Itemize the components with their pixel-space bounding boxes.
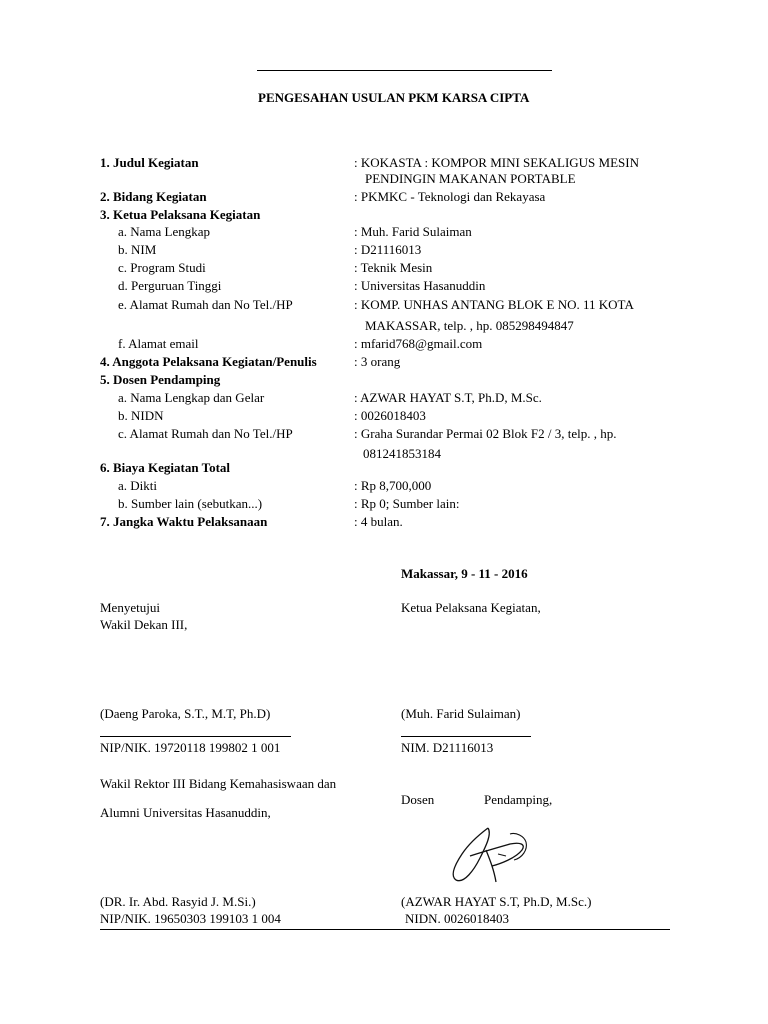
value-nidn: : 0026018403 (354, 408, 426, 423)
right-sign-rule (401, 736, 531, 737)
label-nim: b. NIM (118, 242, 157, 257)
label-alamat: e. Alamat Rumah dan No Tel./HP (118, 297, 293, 312)
label-bidang: 2. Bidang Kegiatan (100, 189, 207, 204)
label-sumber: b. Sumber lain (sebutkan...) (118, 496, 263, 511)
value-nim: : D21116013 (354, 242, 422, 257)
label-dosen: 5. Dosen Pendamping (100, 372, 221, 387)
left-sign-line1: Menyetujui (100, 600, 160, 615)
value-anggota: : 3 orang (354, 354, 401, 369)
rektor-sign-line1: Wakil Rektor III Bidang Kemahasiswaan dan (100, 776, 337, 791)
label-anggota: 4. Anggota Pelaksana Kegiatan/Penulis (100, 354, 317, 369)
top-rule (257, 70, 552, 71)
label-nama: a. Nama Lengkap (118, 224, 211, 239)
value-pt: : Universitas Hasanuddin (354, 278, 486, 293)
left-sign-line2: Wakil Dekan III, (100, 617, 188, 632)
rektor-sign-id: NIP/NIK. 19650303 199103 1 004 (100, 911, 281, 926)
left-sign-rule (100, 736, 291, 737)
value-bidang: : PKMKC - Teknologi dan Rekayasa (354, 189, 546, 204)
handwritten-signature (440, 820, 540, 890)
dosen-sign-id: NIDN. 0026018403 (405, 911, 509, 926)
bottom-rule (100, 929, 670, 930)
label-dosen-nama: a. Nama Lengkap dan Gelar (118, 390, 265, 405)
label-nidn: b. NIDN (118, 408, 164, 423)
label-email: f. Alamat email (118, 336, 199, 351)
page-title: PENGESAHAN USULAN PKM KARSA CIPTA (258, 90, 530, 105)
label-prodi: c. Program Studi (118, 260, 206, 275)
label-biaya: 6. Biaya Kegiatan Total (100, 460, 231, 475)
label-dosen-alamat: c. Alamat Rumah dan No Tel./HP (118, 426, 293, 441)
right-sign-line1: Ketua Pelaksana Kegiatan, (401, 600, 541, 615)
dosen-sign-word2: Pendamping, (484, 792, 553, 807)
value-dosen-alamat: : Graha Surandar Permai 02 Blok F2 / 3, telp. , hp. (354, 426, 617, 441)
right-sign-id: NIM. D21116013 (401, 740, 494, 755)
value-jangka: : 4 bulan. (354, 514, 403, 529)
value-judul-cont: PENDINGIN MAKANAN PORTABLE (365, 171, 576, 186)
dosen-sign-name: (AZWAR HAYAT S.T, Ph.D, M.Sc.) (401, 894, 592, 909)
label-dikti: a. Dikti (118, 478, 157, 493)
label-jangka: 7. Jangka Waktu Pelaksanaan (100, 514, 268, 529)
place-date: Makassar, 9 - 11 - 2016 (401, 566, 528, 581)
right-sign-name: (Muh. Farid Sulaiman) (401, 706, 521, 721)
value-dosen-nama: : AZWAR HAYAT S.T, Ph.D, M.Sc. (354, 390, 542, 405)
value-sumber: : Rp 0; Sumber lain: (354, 496, 460, 511)
value-judul: : KOKASTA : KOMPOR MINI SEKALIGUS MESIN (354, 155, 639, 170)
value-nama: : Muh. Farid Sulaiman (354, 224, 472, 239)
left-sign-id: NIP/NIK. 19720118 199802 1 001 (100, 740, 281, 755)
label-judul: 1. Judul Kegiatan (100, 155, 199, 170)
rektor-sign-line2: Alumni Universitas Hasanuddin, (100, 805, 271, 820)
value-prodi: : Teknik Mesin (354, 260, 433, 275)
rektor-sign-name: (DR. Ir. Abd. Rasyid J. M.Si.) (100, 894, 256, 909)
dosen-sign-word1: Dosen (401, 792, 435, 807)
value-dosen-alamat-cont: 081241853184 (363, 446, 441, 461)
label-pt: d. Perguruan Tinggi (118, 278, 222, 293)
value-alamat-cont: MAKASSAR, telp. , hp. 085298494847 (365, 318, 574, 333)
left-sign-name: (Daeng Paroka, S.T., M.T, Ph.D) (100, 706, 271, 721)
value-email: : mfarid768@gmail.com (354, 336, 483, 351)
value-dikti: : Rp 8,700,000 (354, 478, 432, 493)
label-ketua: 3. Ketua Pelaksana Kegiatan (100, 207, 261, 222)
value-alamat: : KOMP. UNHAS ANTANG BLOK E NO. 11 KOTA (354, 297, 634, 312)
